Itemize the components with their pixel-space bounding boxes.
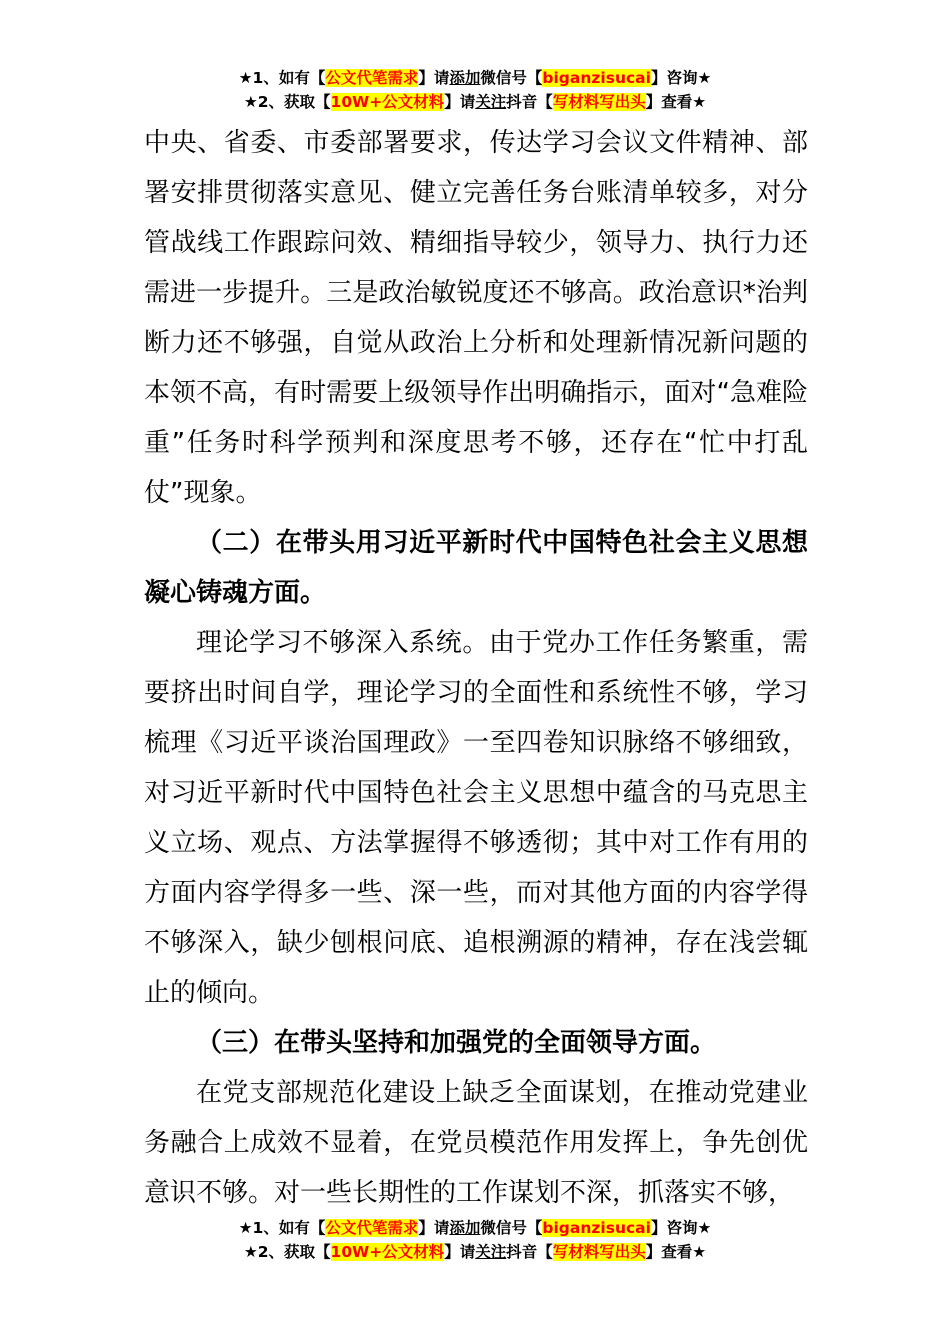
banner-highlight: biganzisucai xyxy=(542,1219,651,1237)
banner-text: 微信号【 xyxy=(480,1219,543,1237)
paragraph: 在党支部规范化建设上缺乏全面谋划，在推动党建业务融合上成效不显着，在党员模范作用发挥上，争先创优意识不够。对一些长期性的工作谋划不深，抓落实不够， xyxy=(144,1078,808,1208)
banner-text: ★2、获取【 xyxy=(243,93,331,111)
banner-line-1 xyxy=(0,66,950,90)
banner-text: ★1、如有【 xyxy=(238,1219,326,1237)
banner-text: 】请 xyxy=(418,69,450,87)
banner-text: 】咨询★ xyxy=(650,69,712,87)
banner-text: ★1、如有【 xyxy=(238,69,326,87)
banner-underlined: 关注 xyxy=(475,1243,507,1261)
banner-text: 】查看★ xyxy=(645,1243,707,1261)
banner-line-2 xyxy=(0,90,950,114)
paragraph: 理论学习不够深入系统。由于党办工作任务繁重，需要挤出时间自学，理论学习的全面性和系统性不够，学习梳理《习近平谈治国理政》一至四卷知识脉络不够细致，对习近平新时代中国特色社会主义思想中蕴含的马克思主义立场、观点、方法掌握得不够透彻；其中对工作有用的方面内容学得多一些、深一些，而对其他方面的内容学得不够深入，缺少刨根问底、追根溯源的精神，存在浅尝辄止的倾向。 xyxy=(144,628,808,1008)
section-heading: （三）在带头坚持和加强党的全面领导方面。 xyxy=(196,1028,717,1058)
banner-line-2 xyxy=(0,1240,950,1264)
banner-text: 】咨询★ xyxy=(650,1219,712,1237)
banner-text: 】请 xyxy=(444,1243,476,1261)
banner-highlight: 公文代笔需求 xyxy=(325,69,419,87)
banner-underlined: 关注 xyxy=(475,93,507,111)
banner-line-1 xyxy=(0,1216,950,1240)
banner-highlight: 公文代笔需求 xyxy=(325,1219,419,1237)
banner-text: 】查看★ xyxy=(645,93,707,111)
section-heading: （二）在带头用习近平新时代中国特色社会主义思想凝心铸魂方面。 xyxy=(144,528,808,608)
banner-text: 微信号【 xyxy=(480,69,543,87)
banner-highlight: 写材料写出头 xyxy=(552,1243,646,1261)
banner-text: 】请 xyxy=(444,93,476,111)
banner-highlight: 10W+公文材料 xyxy=(330,93,445,111)
paragraph: 中央、省委、市委部署要求，传达学习会议文件精神、部署安排贯彻落实意见、健立完善任务台账清单较多，对分管战线工作跟踪问效、精细指导较少，领导力、执行力还需进一步提升。三是政治敏锐度还不够高。政治意识*治判断力还不够强，自觉从政治上分析和处理新情况新问题的本领不高，有时需要上级领导作出明确指示，面对“急难险重”任务时科学预判和深度思考不够，还存在“忙中打乱仗”现象。 xyxy=(144,128,808,508)
document-body xyxy=(144,118,808,1218)
banner-text: ★2、获取【 xyxy=(243,1243,331,1261)
banner-text: 】请 xyxy=(418,1219,450,1237)
banner-underlined: 添加 xyxy=(449,69,481,87)
footer-banner xyxy=(0,1216,950,1264)
banner-text: 抖音【 xyxy=(506,1243,553,1261)
banner-text: 抖音【 xyxy=(506,93,553,111)
banner-highlight: 10W+公文材料 xyxy=(330,1243,445,1261)
banner-highlight: biganzisucai xyxy=(542,69,651,87)
banner-highlight: 写材料写出头 xyxy=(552,93,646,111)
banner-underlined: 添加 xyxy=(449,1219,481,1237)
header-banner xyxy=(0,66,950,114)
